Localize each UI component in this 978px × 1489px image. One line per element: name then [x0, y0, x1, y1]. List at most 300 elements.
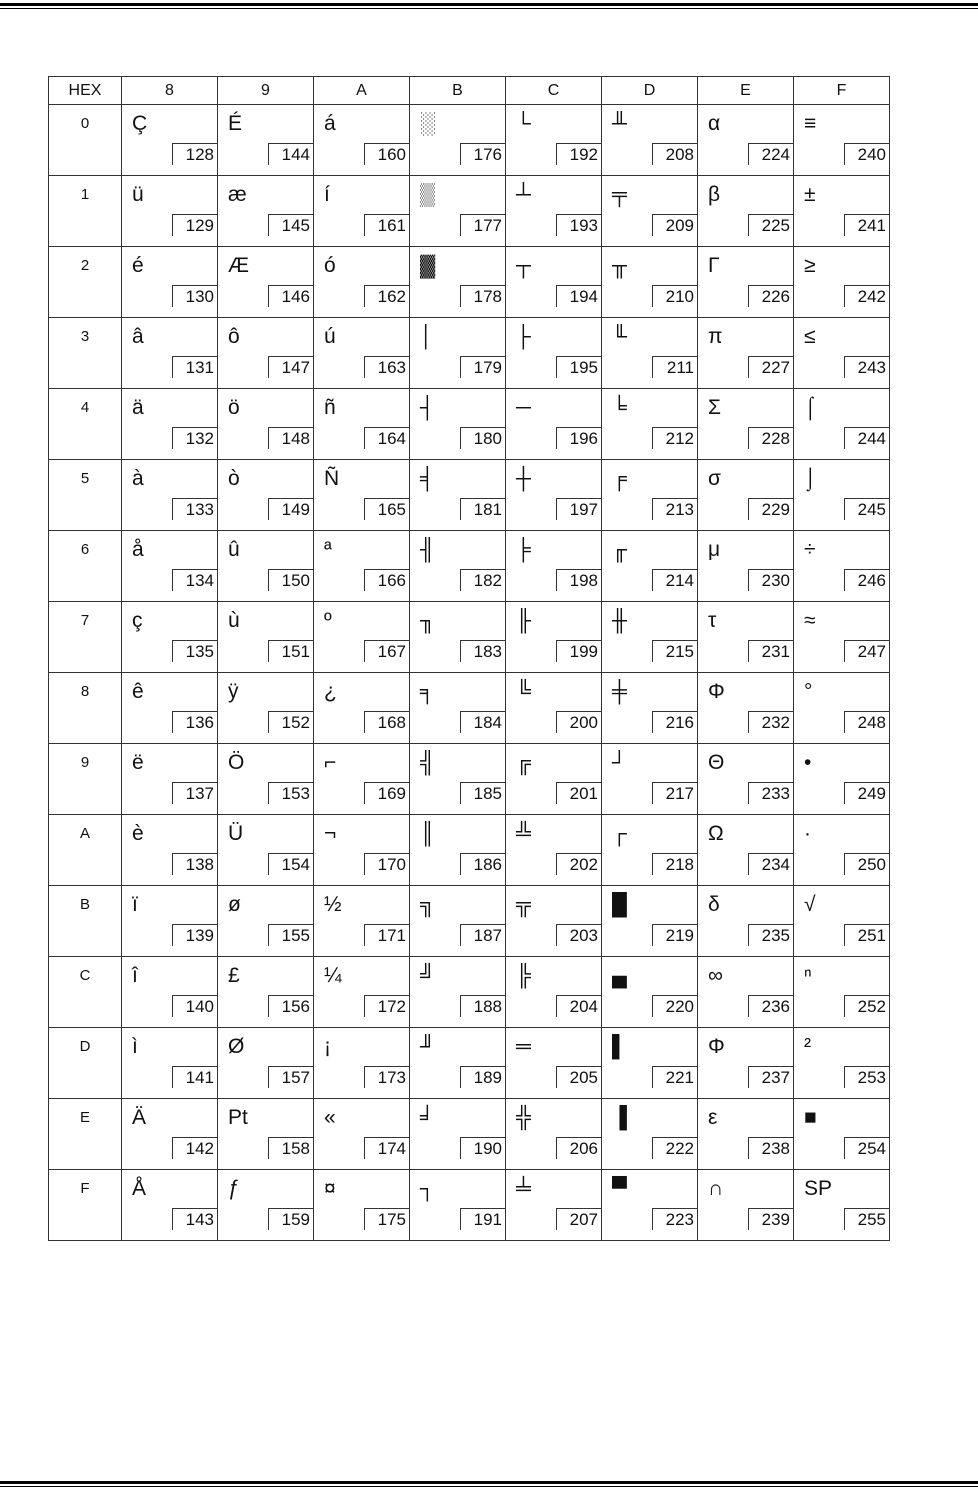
char-decimal-code: 133: [172, 498, 217, 520]
char-decimal-code: 192: [556, 143, 601, 165]
char-cell: [218, 318, 314, 389]
char-cell: [122, 460, 218, 531]
char-cell: [218, 1170, 314, 1241]
char-cell: [602, 1028, 698, 1099]
char-cell: [698, 318, 794, 389]
table-row: [49, 460, 890, 531]
row-hex-label: F: [49, 1170, 122, 1241]
char-cell: [506, 105, 602, 176]
char-cell: [314, 1028, 410, 1099]
char-cell: [698, 1028, 794, 1099]
char-glyph: δ: [708, 893, 720, 916]
column-header: E: [698, 77, 794, 105]
table-row: [49, 886, 890, 957]
char-decimal-code: 132: [172, 427, 217, 449]
char-glyph: Ä: [132, 1106, 147, 1129]
char-decimal-code: 204: [556, 995, 601, 1017]
char-decimal-code: 203: [556, 924, 601, 946]
char-glyph: ╝: [420, 964, 435, 987]
char-cell: [122, 673, 218, 744]
char-glyph: Ø: [228, 1035, 245, 1058]
char-decimal-code: 207: [556, 1208, 601, 1230]
char-cell: [218, 105, 314, 176]
table-row: [49, 389, 890, 460]
char-decimal-code: 190: [460, 1137, 505, 1159]
char-decimal-code: 208: [652, 143, 697, 165]
char-cell: [410, 176, 506, 247]
char-decimal-code: 217: [652, 782, 697, 804]
char-cell: [602, 602, 698, 673]
char-decimal-code: 152: [268, 711, 313, 733]
char-glyph: ▌: [612, 1035, 627, 1058]
row-hex-label: 0: [49, 105, 122, 176]
char-cell: [602, 673, 698, 744]
char-glyph: ä: [132, 396, 144, 419]
char-decimal-code: 164: [364, 427, 409, 449]
char-glyph: û: [228, 538, 240, 561]
table-row: [49, 957, 890, 1028]
char-glyph: ╜: [420, 1035, 435, 1058]
char-cell: [314, 673, 410, 744]
char-glyph: ô: [228, 325, 240, 348]
char-glyph: ì: [132, 1035, 138, 1058]
char-cell: [410, 105, 506, 176]
char-decimal-code: 250: [844, 853, 889, 875]
char-cell: [218, 815, 314, 886]
char-decimal-code: 215: [652, 640, 697, 662]
char-glyph: μ: [708, 538, 721, 561]
char-glyph: Θ: [708, 751, 725, 774]
char-cell: [602, 389, 698, 460]
column-header: F: [794, 77, 890, 105]
char-cell: [506, 460, 602, 531]
char-decimal-code: 220: [652, 995, 697, 1017]
char-glyph: ┐: [420, 1177, 435, 1200]
char-decimal-code: 188: [460, 995, 505, 1017]
char-glyph: Ω: [708, 822, 724, 845]
char-cell: [122, 105, 218, 176]
char-cell: [698, 673, 794, 744]
char-decimal-code: 136: [172, 711, 217, 733]
char-cell: [698, 957, 794, 1028]
char-decimal-code: 228: [748, 427, 793, 449]
char-decimal-code: 236: [748, 995, 793, 1017]
char-glyph: ╓: [612, 538, 627, 561]
char-glyph: º: [324, 609, 332, 632]
char-glyph: ε: [708, 1106, 718, 1129]
char-cell: [506, 886, 602, 957]
char-decimal-code: 160: [364, 143, 409, 165]
char-decimal-code: 154: [268, 853, 313, 875]
char-decimal-code: 163: [364, 356, 409, 378]
table-row: [49, 1170, 890, 1241]
row-hex-label: 3: [49, 318, 122, 389]
table-row: [49, 176, 890, 247]
char-decimal-code: 178: [460, 285, 505, 307]
char-decimal-code: 189: [460, 1066, 505, 1088]
char-cell: [314, 744, 410, 815]
char-glyph: π: [708, 325, 723, 348]
char-glyph: ∞: [708, 964, 723, 987]
char-decimal-code: 167: [364, 640, 409, 662]
char-decimal-code: 162: [364, 285, 409, 307]
char-glyph: ç: [132, 609, 143, 632]
char-cell: [794, 673, 890, 744]
char-cell: [794, 176, 890, 247]
char-decimal-code: 157: [268, 1066, 313, 1088]
char-glyph: â: [132, 325, 144, 348]
char-glyph: ¼: [324, 964, 342, 987]
char-glyph: ╟: [516, 609, 531, 632]
row-hex-label: 4: [49, 389, 122, 460]
char-cell: [698, 531, 794, 602]
char-glyph: ú: [324, 325, 336, 348]
char-glyph: ╘: [612, 396, 627, 419]
char-decimal-code: 158: [268, 1137, 313, 1159]
char-cell: [122, 389, 218, 460]
char-decimal-code: 254: [844, 1137, 889, 1159]
char-cell: [314, 531, 410, 602]
char-decimal-code: 195: [556, 356, 601, 378]
char-decimal-code: 146: [268, 285, 313, 307]
char-decimal-code: 223: [652, 1208, 697, 1230]
char-glyph: ╨: [612, 112, 627, 135]
row-hex-label: B: [49, 886, 122, 957]
char-decimal-code: 197: [556, 498, 601, 520]
char-cell: [122, 602, 218, 673]
char-decimal-code: 199: [556, 640, 601, 662]
char-glyph: ≤: [804, 325, 816, 348]
char-cell: [218, 531, 314, 602]
column-header: B: [410, 77, 506, 105]
char-cell: [218, 673, 314, 744]
char-decimal-code: 149: [268, 498, 313, 520]
char-decimal-code: 251: [844, 924, 889, 946]
char-decimal-code: 231: [748, 640, 793, 662]
char-decimal-code: 247: [844, 640, 889, 662]
char-glyph: Ñ: [324, 467, 340, 490]
char-cell: [794, 957, 890, 1028]
char-glyph: Ç: [132, 112, 148, 135]
char-glyph: ñ: [324, 396, 336, 419]
char-glyph: ╧: [516, 1177, 531, 1200]
char-decimal-code: 209: [652, 214, 697, 236]
char-glyph: °: [804, 680, 813, 703]
char-cell: [122, 247, 218, 318]
char-glyph: ≈: [804, 609, 816, 632]
char-decimal-code: 201: [556, 782, 601, 804]
char-cell: [218, 957, 314, 1028]
table-row: [49, 531, 890, 602]
char-cell: [122, 176, 218, 247]
char-cell: [314, 886, 410, 957]
char-cell: [218, 602, 314, 673]
char-decimal-code: 161: [364, 214, 409, 236]
char-glyph: ≡: [804, 112, 817, 135]
char-decimal-code: 244: [844, 427, 889, 449]
char-cell: [122, 1170, 218, 1241]
char-cell: [698, 744, 794, 815]
char-glyph: ∩: [708, 1177, 724, 1200]
char-glyph: å: [132, 538, 144, 561]
char-cell: [314, 318, 410, 389]
char-glyph: è: [132, 822, 144, 845]
char-glyph: ▄: [612, 964, 627, 987]
char-decimal-code: 148: [268, 427, 313, 449]
char-glyph: á: [324, 112, 336, 135]
char-decimal-code: 173: [364, 1066, 409, 1088]
char-decimal-code: 224: [748, 143, 793, 165]
char-decimal-code: 179: [460, 356, 505, 378]
char-cell: [410, 1099, 506, 1170]
column-header: D: [602, 77, 698, 105]
char-glyph: ╕: [420, 680, 435, 703]
char-cell: [506, 1028, 602, 1099]
char-cell: [506, 957, 602, 1028]
char-decimal-code: 191: [460, 1208, 505, 1230]
char-decimal-code: 193: [556, 214, 601, 236]
table-row: [49, 318, 890, 389]
char-glyph: ┤: [420, 396, 435, 419]
char-decimal-code: 144: [268, 143, 313, 165]
char-decimal-code: 237: [748, 1066, 793, 1088]
column-header: 9: [218, 77, 314, 105]
char-glyph: ¤: [324, 1177, 336, 1200]
char-glyph: ╚: [516, 680, 531, 703]
char-glyph: ░: [420, 112, 435, 135]
char-glyph: ▐: [612, 1106, 627, 1129]
char-cell: [698, 1099, 794, 1170]
char-glyph: ó: [324, 254, 336, 277]
char-cell: [794, 247, 890, 318]
char-cell: [410, 389, 506, 460]
char-cell: [698, 886, 794, 957]
char-glyph: σ: [708, 467, 721, 490]
char-cell: [314, 815, 410, 886]
char-decimal-code: 213: [652, 498, 697, 520]
char-decimal-code: 186: [460, 853, 505, 875]
char-cell: [602, 105, 698, 176]
char-decimal-code: 202: [556, 853, 601, 875]
char-decimal-code: 206: [556, 1137, 601, 1159]
char-glyph: ª: [324, 538, 332, 561]
char-glyph: ÷: [804, 538, 816, 561]
char-cell: [314, 389, 410, 460]
char-glyph: ½: [324, 893, 342, 916]
char-cell: [506, 602, 602, 673]
char-glyph: α: [708, 112, 721, 135]
char-glyph: τ: [708, 609, 717, 632]
char-glyph: ╞: [516, 538, 531, 561]
char-decimal-code: 176: [460, 143, 505, 165]
char-cell: [218, 1028, 314, 1099]
char-cell: [410, 1028, 506, 1099]
char-decimal-code: 198: [556, 569, 601, 591]
char-decimal-code: 143: [172, 1208, 217, 1230]
char-decimal-code: 175: [364, 1208, 409, 1230]
char-cell: [410, 886, 506, 957]
char-glyph: █: [612, 893, 627, 916]
char-glyph: ë: [132, 751, 144, 774]
char-cell: [602, 886, 698, 957]
char-cell: [602, 176, 698, 247]
table-body: [49, 105, 890, 1241]
char-glyph: í: [324, 183, 330, 206]
char-glyph: £: [228, 964, 240, 987]
table-row: [49, 1099, 890, 1170]
char-decimal-code: 139: [172, 924, 217, 946]
char-glyph: ¡: [324, 1035, 331, 1058]
char-cell: [506, 673, 602, 744]
char-cell: [218, 1099, 314, 1170]
char-glyph: ¬: [324, 822, 337, 845]
char-cell: [410, 1170, 506, 1241]
char-cell: [314, 602, 410, 673]
char-glyph: ø: [228, 893, 241, 916]
char-cell: [314, 176, 410, 247]
char-cell: [794, 531, 890, 602]
char-cell: [410, 744, 506, 815]
column-header: A: [314, 77, 410, 105]
char-cell: [794, 1028, 890, 1099]
char-glyph: ⌐: [324, 751, 337, 774]
char-cell: [602, 815, 698, 886]
char-decimal-code: 134: [172, 569, 217, 591]
row-hex-label: 7: [49, 602, 122, 673]
char-cell: [218, 460, 314, 531]
char-glyph: ≥: [804, 254, 816, 277]
column-header: C: [506, 77, 602, 105]
table-row: [49, 673, 890, 744]
char-cell: [410, 673, 506, 744]
char-glyph: ╗: [420, 893, 435, 916]
char-cell: [122, 531, 218, 602]
char-decimal-code: 246: [844, 569, 889, 591]
char-decimal-code: 230: [748, 569, 793, 591]
char-decimal-code: 248: [844, 711, 889, 733]
char-glyph: ┴: [516, 183, 531, 206]
char-glyph: ò: [228, 467, 240, 490]
char-glyph: ║: [420, 822, 435, 845]
char-cell: [794, 389, 890, 460]
char-cell: [698, 247, 794, 318]
char-glyph: ü: [132, 183, 144, 206]
char-glyph: ö: [228, 396, 240, 419]
char-glyph: √: [804, 893, 816, 916]
char-decimal-code: 211: [652, 356, 697, 378]
char-cell: [602, 460, 698, 531]
char-decimal-code: 159: [268, 1208, 313, 1230]
column-header: 8: [122, 77, 218, 105]
char-glyph: └: [516, 112, 531, 135]
char-cell: [602, 318, 698, 389]
char-decimal-code: 137: [172, 782, 217, 804]
hex-header: HEX: [49, 77, 122, 105]
top-rule: [0, 3, 978, 9]
char-cell: [698, 176, 794, 247]
char-glyph: ╦: [516, 893, 531, 916]
char-glyph: ╬: [516, 1106, 531, 1129]
char-decimal-code: 165: [364, 498, 409, 520]
char-glyph: ┘: [612, 751, 627, 774]
char-decimal-code: 185: [460, 782, 505, 804]
char-cell: [218, 389, 314, 460]
char-cell: [122, 744, 218, 815]
char-decimal-code: 138: [172, 853, 217, 875]
char-decimal-code: 171: [364, 924, 409, 946]
char-glyph: à: [132, 467, 144, 490]
char-glyph: ╛: [420, 1106, 435, 1129]
char-cell: [314, 1099, 410, 1170]
char-decimal-code: 255: [844, 1208, 889, 1230]
char-cell: [218, 176, 314, 247]
char-glyph: Pt: [228, 1106, 248, 1129]
char-decimal-code: 187: [460, 924, 505, 946]
char-decimal-code: 142: [172, 1137, 217, 1159]
char-glyph: ╫: [612, 609, 627, 632]
char-decimal-code: 240: [844, 143, 889, 165]
char-cell: [314, 460, 410, 531]
char-cell: [698, 389, 794, 460]
row-hex-label: A: [49, 815, 122, 886]
char-cell: [410, 247, 506, 318]
char-cell: [122, 815, 218, 886]
char-glyph: ┌: [612, 822, 627, 845]
char-decimal-code: 184: [460, 711, 505, 733]
char-glyph: │: [420, 325, 434, 348]
char-cell: [314, 1170, 410, 1241]
char-glyph: ⁿ: [804, 964, 812, 987]
char-cell: [698, 602, 794, 673]
char-decimal-code: 130: [172, 285, 217, 307]
char-decimal-code: 226: [748, 285, 793, 307]
char-decimal-code: 129: [172, 214, 217, 236]
char-glyph: ■: [804, 1106, 817, 1129]
code-page-table: [48, 76, 890, 1241]
char-cell: [506, 1099, 602, 1170]
char-glyph: ï: [132, 893, 138, 916]
char-glyph: Æ: [228, 254, 249, 277]
char-decimal-code: 239: [748, 1208, 793, 1230]
char-cell: [794, 815, 890, 886]
char-decimal-code: 249: [844, 782, 889, 804]
char-decimal-code: 156: [268, 995, 313, 1017]
char-decimal-code: 212: [652, 427, 697, 449]
char-glyph: ╩: [516, 822, 531, 845]
char-decimal-code: 234: [748, 853, 793, 875]
char-cell: [314, 105, 410, 176]
char-cell: [506, 389, 602, 460]
char-glyph: ┬: [516, 254, 531, 277]
char-decimal-code: 128: [172, 143, 217, 165]
row-hex-label: 2: [49, 247, 122, 318]
char-decimal-code: 245: [844, 498, 889, 520]
char-glyph: ╥: [612, 254, 627, 277]
row-hex-label: 5: [49, 460, 122, 531]
char-glyph: ╣: [420, 751, 435, 774]
char-glyph: Ü: [228, 822, 244, 845]
char-glyph: ├: [516, 325, 531, 348]
char-cell: [506, 531, 602, 602]
char-glyph: ù: [228, 609, 240, 632]
char-decimal-code: 131: [172, 356, 217, 378]
char-decimal-code: 170: [364, 853, 409, 875]
char-decimal-code: 194: [556, 285, 601, 307]
char-cell: [794, 460, 890, 531]
char-glyph: •: [804, 751, 812, 774]
char-decimal-code: 150: [268, 569, 313, 591]
char-cell: [314, 957, 410, 1028]
